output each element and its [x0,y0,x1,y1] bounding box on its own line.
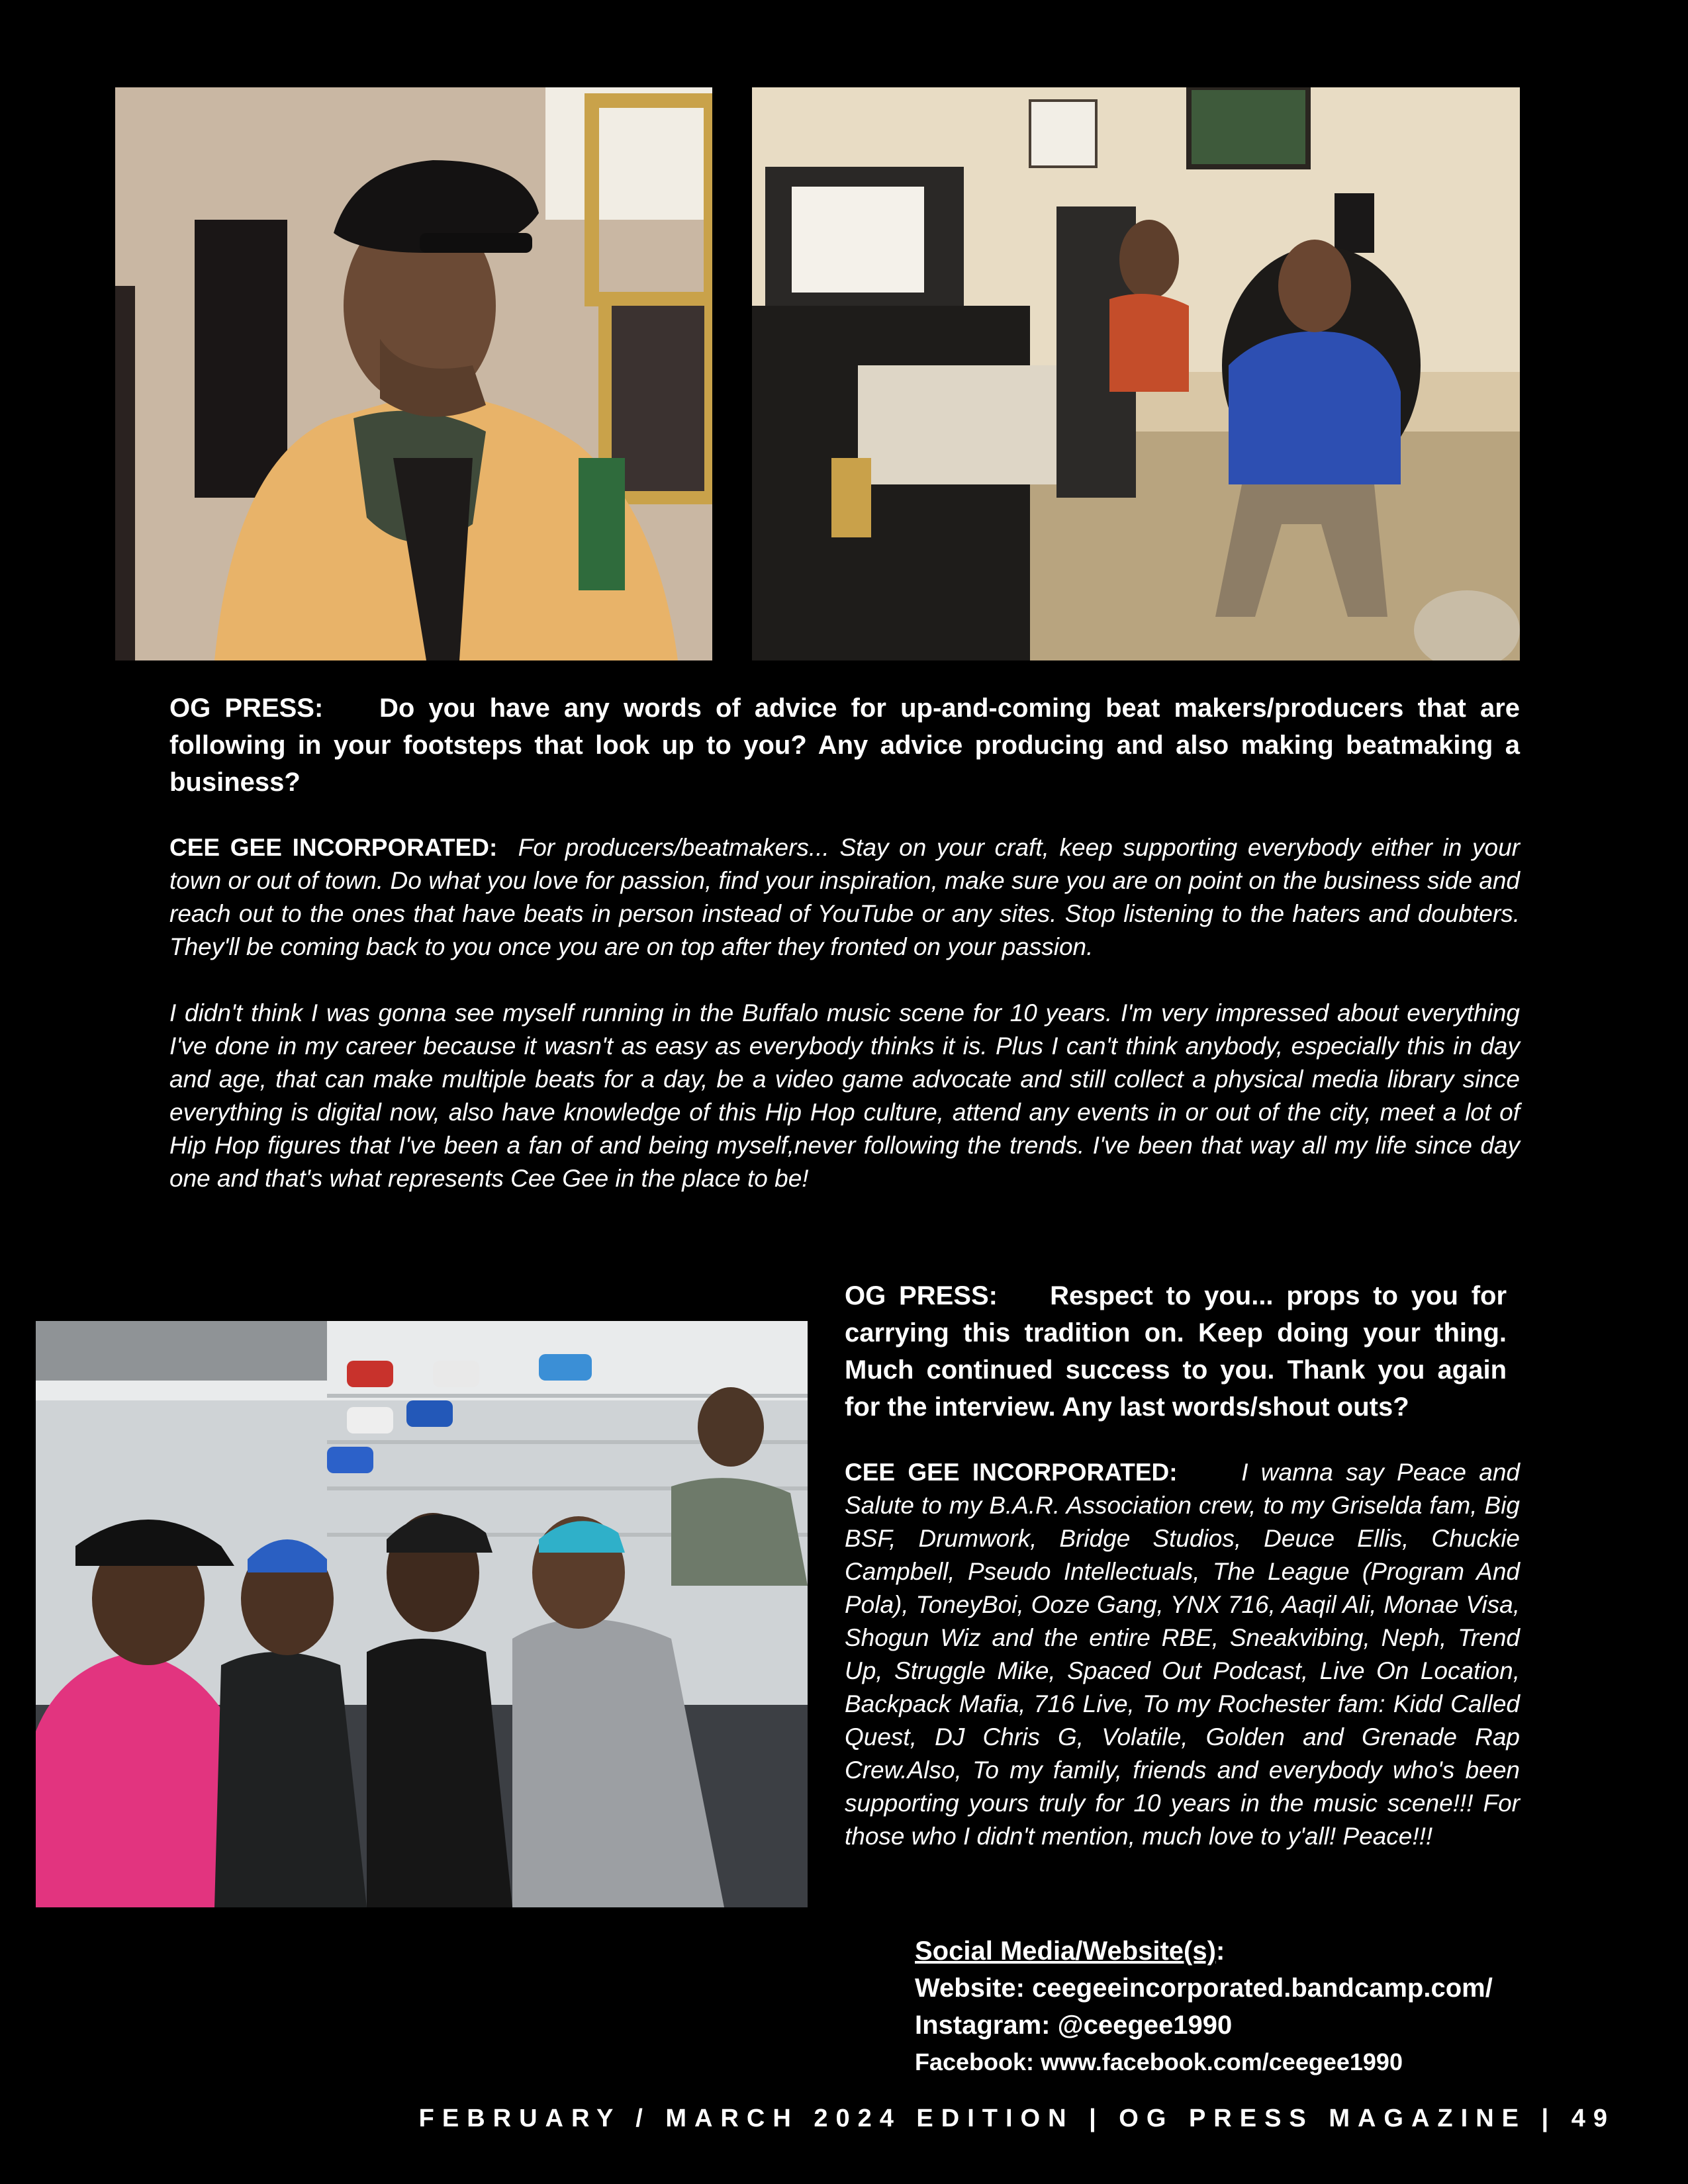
answer-paragraph-2: I didn't think I was gonna see myself running in the Buffalo music scene for 10 years. I'm very impressed about everything I've done in my career because it wasn't as easy as everybody thinks it is. Plus I can't think anybody, especially this in day and age, that can make multiple beats for a day, be a video game advocate and still collect a physical media library since everything is digital now, also have knowledge of this Hip Hop culture, attend any events in or out of the city, meet a lot of Hip Hop figures that I've been a fan of and being myself,never following the trends. I've been that way all my life since day one and that's what represents Cee Gee in the place to be! [169,999,1520,1192]
photo-studio [752,87,1520,660]
social-header-text: Social Media/Website(s) [915,1936,1216,1966]
photo-group [36,1321,808,1907]
social-links [915,1933,1643,2081]
question-speaker: OG PRESS: [845,1281,998,1310]
question-text: Respect to you... props to you for carrying this tradition on. Keep doing your thing. Much continued success to you. Thank you again for the interview. Any last words/shout outs? [845,1281,1507,1422]
instagram-link[interactable]: Instagram: @ceegee1990 [915,2011,1233,2040]
answer-paragraph [845,1456,1520,1853]
social-header [915,1933,1643,1970]
page-footer: FEBRUARY / MARCH 2024 EDITION | OG PRESS MAGAZINE | 49 [418,2105,1615,2132]
website-link[interactable]: Website: ceegeeincorporated.bandcamp.com/ [915,1974,1493,2003]
answer-text: I wanna say Peace and Salute to my B.A.R. Association crew, to my Griselda fam, Big BSF, Drumwork, Bridge Studios, Deuce Ellis, Chuckie Campbell, Pseudo Intellectuals, The League (Program And Pola), ToneyBoi, Ooze Gang, YNX 716, Aaqil Ali, Monae Visa, Shogun Wiz and the entire RBE, Sneakvibing, Neph, Trend Up, Struggle Mike, Spaced Out Podcast, Live On Location, Backpack Mafia, 716 Live, To my Rochester fam: Kidd Called Quest, DJ Chris G, Volatile, Golden and Grenade Rap Crew.Also, To my family, friends and everybody who's been supporting yours truly for 10 years in the music scene!!! For those who I didn't mention, much love to y'all! Peace!!! [845,1459,1521,1850]
answer-paragraph-1 [169,831,1520,964]
question-shoutouts [845,1277,1507,1426]
answer-speaker: CEE GEE INCORPORATED: [845,1459,1178,1486]
photo-portrait-beret [115,87,712,660]
answer-speaker: CEE GEE INCORPORATED: [169,834,498,861]
social-header-colon: : [1215,1936,1225,1966]
facebook-link[interactable]: Facebook: www.facebook.com/ceegee1990 [915,2048,1403,2075]
answer-text-1: For producers/beatmakers... Stay on your craft, keep supporting everybody either in your town or out of town. Do what you love for passion, find your inspiration, make sure you are on point on the business side and reach out to the ones that have beats in person instead of YouTube or any sites. Stop listening to the haters and doubters. They'll be coming back to you once you are on top after they fronted on your passion. [169,834,1520,960]
question-speaker: OG PRESS: [169,694,324,723]
answer-advice [169,831,1520,1195]
question-advice [169,690,1520,801]
question-text: Do you have any words of advice for up-and-coming beat makers/producers that are following in your footsteps that look up to you? Any advice producing and also making beatmaking a business? [169,694,1521,797]
answer-shoutouts [845,1456,1520,1853]
